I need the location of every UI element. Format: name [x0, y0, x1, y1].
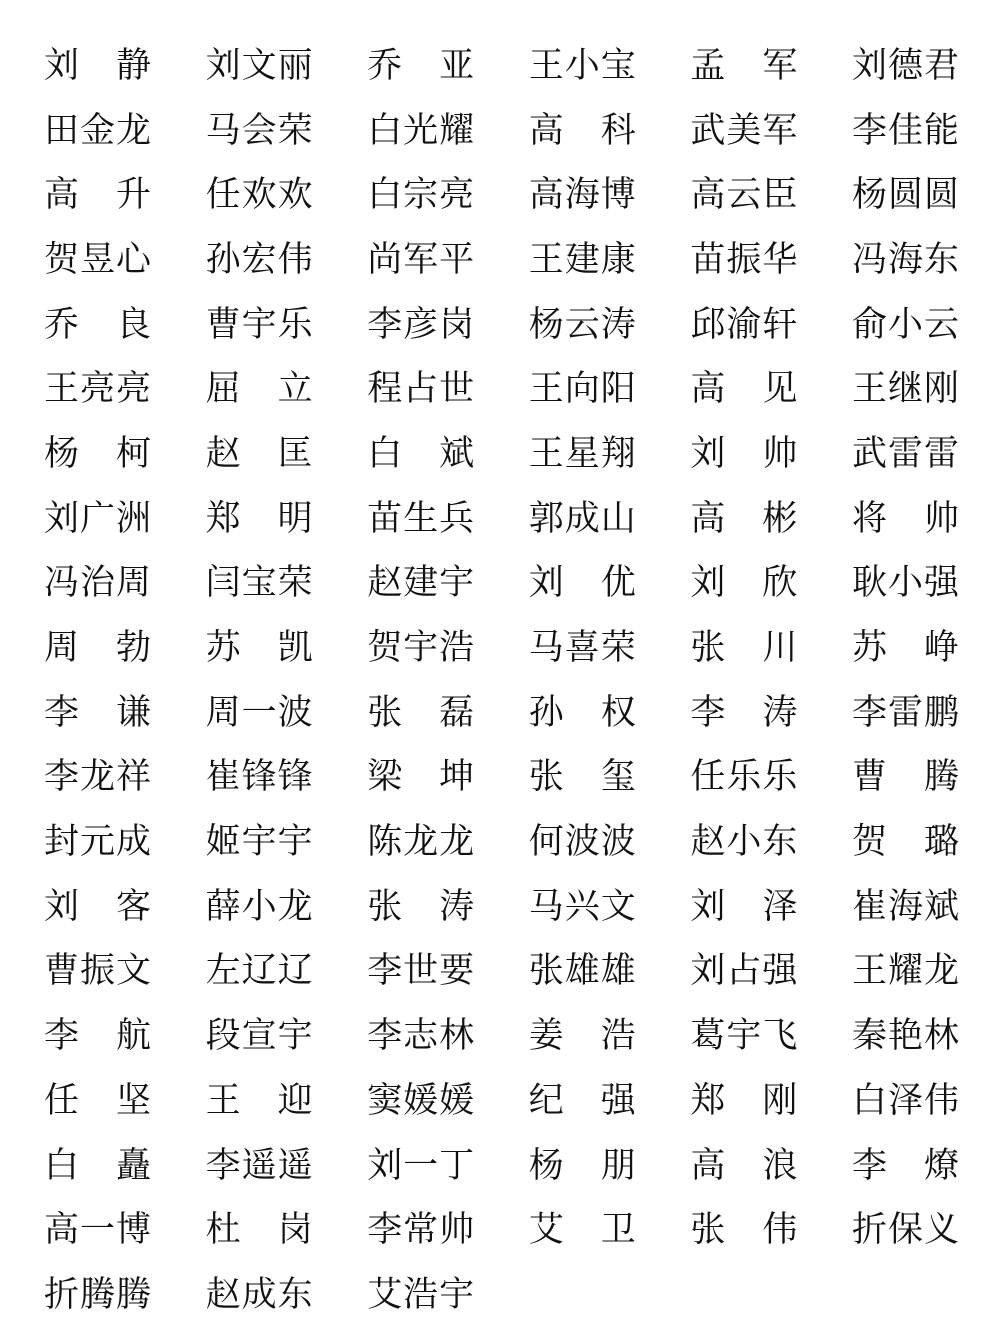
name-cell: [690, 940, 797, 1005]
name-text: 贺 昱 心: [44, 239, 151, 280]
name-text: 李 常 帅: [367, 1210, 475, 1251]
name-text: 刘 泽: [690, 886, 798, 927]
name-text: 赵 建 宇: [367, 563, 475, 604]
name-cell: [690, 99, 797, 164]
name-cell: [44, 163, 151, 228]
name-cell: [367, 487, 474, 552]
name-cell: [44, 422, 151, 487]
name-text: 曹 宇 乐: [205, 304, 313, 345]
name-cell: [206, 552, 313, 617]
name-cell: [529, 1004, 636, 1069]
name-cell: [44, 1069, 151, 1134]
name-text: 张 磊: [367, 692, 475, 733]
name-text: 封 元 成: [44, 822, 151, 863]
name-text: 高 见: [690, 369, 798, 410]
name-text: 李 遥 遥: [205, 1145, 313, 1186]
name-cell: [206, 293, 313, 358]
name-text: 苏 凯: [205, 628, 313, 669]
name-text: 崔 锋 锋: [205, 757, 313, 798]
name-cell: [852, 616, 959, 681]
name-cell: [367, 940, 474, 1005]
name-cell: [529, 34, 636, 99]
name-text: 薛 小 龙: [205, 886, 313, 927]
name-text: 马 喜 荣: [528, 628, 636, 669]
name-text: 刘 静: [44, 45, 151, 86]
name-text: 刘 客: [44, 886, 151, 927]
name-cell: [852, 422, 959, 487]
name-text: 武 雷 雷: [851, 433, 959, 474]
name-text: 耿 小 强: [851, 563, 959, 604]
name-text: 高 彬: [690, 498, 798, 539]
name-cell: [44, 616, 151, 681]
name-text: 王 迎: [205, 1080, 313, 1121]
name-text: 王 建 康: [528, 239, 636, 280]
name-cell: [852, 99, 959, 164]
name-text: 白 矗: [44, 1145, 151, 1186]
name-cell: [367, 228, 474, 293]
name-text: 孙 权: [528, 692, 636, 733]
name-cell: [44, 487, 151, 552]
name-text: 将 帅: [851, 498, 959, 539]
name-text: 贺 宇 浩: [367, 628, 475, 669]
name-cell: [367, 681, 474, 746]
name-cell: [206, 681, 313, 746]
name-text: 程 占 世: [367, 369, 475, 410]
name-cell: [367, 1069, 474, 1134]
name-text: 赵 匡: [205, 433, 313, 474]
name-cell: [852, 681, 959, 746]
name-cell: [44, 746, 151, 811]
name-cell: [690, 1134, 797, 1199]
name-cell: [206, 940, 313, 1005]
name-text: 武 美 军: [690, 110, 798, 151]
name-cell: [852, 875, 959, 940]
name-cell: [44, 1004, 151, 1069]
name-cell: [367, 1263, 474, 1328]
name-cell: [690, 552, 797, 617]
name-text: 李 谦: [44, 692, 151, 733]
name-cell: [529, 1069, 636, 1134]
name-cell: [529, 357, 636, 422]
name-text: 杨 云 涛: [528, 304, 636, 345]
name-text: 张 雄 雄: [528, 951, 636, 992]
name-text: 何 波 波: [528, 822, 636, 863]
name-cell: [690, 810, 797, 875]
name-text: 刘 一 丁: [367, 1145, 475, 1186]
name-text: 苗 生 兵: [367, 498, 475, 539]
name-text: 艾 浩 宇: [367, 1274, 475, 1315]
name-text: 李 佳 能: [851, 110, 959, 151]
name-text: 乔 亚: [367, 45, 475, 86]
name-cell: [206, 875, 313, 940]
name-cell: [367, 552, 474, 617]
name-text: 曹 振 文: [44, 951, 151, 992]
name-text: 段 宣 宇: [205, 1016, 313, 1057]
name-text: 刘 欣: [690, 563, 798, 604]
name-cell: [852, 228, 959, 293]
name-cell: [367, 746, 474, 811]
name-text: 杨 朋: [528, 1145, 636, 1186]
name-cell: [690, 293, 797, 358]
name-text: 王 耀 龙: [851, 951, 959, 992]
name-cell: [529, 1134, 636, 1199]
name-cell: [690, 487, 797, 552]
name-cell: [529, 746, 636, 811]
name-cell: [206, 487, 313, 552]
name-text: 白 宗 亮: [367, 175, 475, 216]
name-text: 葛 宇 飞: [690, 1016, 798, 1057]
name-text: 白 斌: [367, 433, 475, 474]
name-cell: [367, 616, 474, 681]
name-cell: [367, 34, 474, 99]
name-cell: [206, 357, 313, 422]
name-cell: [529, 487, 636, 552]
name-text: 高 升: [44, 175, 151, 216]
name-cell: [529, 422, 636, 487]
name-cell: [690, 1069, 797, 1134]
name-cell: [206, 810, 313, 875]
name-text: 左 辽 辽: [205, 951, 313, 992]
name-text: 周 一 波: [205, 692, 313, 733]
name-text: 苏 峥: [851, 628, 959, 669]
name-text: 艾 卫: [528, 1210, 636, 1251]
name-cell: [44, 357, 151, 422]
name-text: 李 世 要: [367, 951, 475, 992]
name-text: 郑 刚: [690, 1080, 798, 1121]
name-cell: [529, 228, 636, 293]
name-text: 郭 成 山: [528, 498, 636, 539]
name-cell: [44, 940, 151, 1005]
name-cell: [44, 34, 151, 99]
name-cell: [206, 1263, 313, 1328]
name-text: 田 金 龙: [44, 110, 151, 151]
name-text: 孙 宏 伟: [205, 239, 313, 280]
name-text: 王 亮 亮: [44, 369, 151, 410]
name-cell: [367, 99, 474, 164]
name-text: 张 涛: [367, 886, 475, 927]
name-text: 李 航: [44, 1016, 151, 1057]
name-cell: [367, 1004, 474, 1069]
name-text: 王 星 翔: [528, 433, 636, 474]
name-text: 马 会 荣: [205, 110, 313, 151]
name-text: 折 保 义: [851, 1210, 959, 1251]
name-cell: [690, 228, 797, 293]
name-text: 高 浪: [690, 1145, 798, 1186]
name-text: 周 勃: [44, 628, 151, 669]
name-text: 白 光 耀: [367, 110, 475, 151]
name-cell: [690, 616, 797, 681]
name-cell: [852, 810, 959, 875]
name-text: 李 志 林: [367, 1016, 475, 1057]
name-text: 李 龙 祥: [44, 757, 151, 798]
name-text: 任 乐 乐: [690, 757, 798, 798]
name-cell: [206, 34, 313, 99]
name-cell: [206, 1134, 313, 1199]
name-text: 李 涛: [690, 692, 798, 733]
name-cell: [44, 293, 151, 358]
name-text: 崔 海 斌: [851, 886, 959, 927]
name-cell: [44, 681, 151, 746]
name-cell: [529, 163, 636, 228]
name-text: 窦 媛 媛: [367, 1080, 475, 1121]
name-text: 杨 圆 圆: [851, 175, 959, 216]
name-cell: [206, 616, 313, 681]
name-cell: [529, 552, 636, 617]
name-cell: [529, 99, 636, 164]
name-cell: [206, 99, 313, 164]
name-cell: [44, 1263, 151, 1328]
name-text: 张 川: [690, 628, 798, 669]
name-cell: [367, 1198, 474, 1263]
name-text: 王 向 阳: [528, 369, 636, 410]
name-cell: [206, 163, 313, 228]
name-cell: [206, 1069, 313, 1134]
name-text: 刘 占 强: [690, 951, 798, 992]
name-text: 任 欢 欢: [205, 175, 313, 216]
name-cell: [852, 293, 959, 358]
name-text: 白 泽 伟: [851, 1080, 959, 1121]
name-cell: [206, 422, 313, 487]
name-text: 刘 优: [528, 563, 636, 604]
name-text: 杜 岗: [205, 1210, 313, 1251]
name-cell: [690, 422, 797, 487]
name-cell: [690, 1198, 797, 1263]
name-cell: [206, 228, 313, 293]
name-text: 孟 军: [690, 45, 798, 86]
name-cell: [44, 228, 151, 293]
name-text: 李 彦 岗: [367, 304, 475, 345]
name-cell: [852, 1069, 959, 1134]
name-cell: [367, 810, 474, 875]
name-cell: [852, 746, 959, 811]
name-cell: [367, 422, 474, 487]
name-text: 赵 小 东: [690, 822, 798, 863]
name-cell: [529, 810, 636, 875]
name-text: 姜 浩: [528, 1016, 636, 1057]
name-cell: [529, 293, 636, 358]
name-list-grid: [44, 34, 959, 1328]
name-cell: [367, 357, 474, 422]
name-cell: [852, 357, 959, 422]
name-text: 姬 宇 宇: [205, 822, 313, 863]
name-cell: [529, 875, 636, 940]
name-text: 马 兴 文: [528, 886, 636, 927]
name-cell: [44, 99, 151, 164]
name-text: 郑 明: [205, 498, 313, 539]
name-cell: [852, 940, 959, 1005]
name-cell: [690, 357, 797, 422]
name-text: 冯 治 周: [44, 563, 151, 604]
name-text: 刘 文 丽: [205, 45, 313, 86]
name-cell: [852, 552, 959, 617]
name-text: 闫 宝 荣: [205, 563, 313, 604]
name-cell: [690, 746, 797, 811]
name-cell: [852, 1134, 959, 1199]
name-text: 王 小 宝: [528, 45, 636, 86]
name-cell: [44, 552, 151, 617]
name-text: 曹 腾: [851, 757, 959, 798]
name-cell: [44, 1198, 151, 1263]
name-cell: [690, 681, 797, 746]
name-cell: [206, 1198, 313, 1263]
name-cell: [529, 940, 636, 1005]
name-cell: [367, 1134, 474, 1199]
name-text: 张 玺: [528, 757, 636, 798]
name-text: 贺 璐: [851, 822, 959, 863]
name-cell: [529, 681, 636, 746]
name-text: 张 伟: [690, 1210, 798, 1251]
name-text: 俞 小 云: [851, 304, 959, 345]
name-text: 乔 良: [44, 304, 151, 345]
name-text: 高 科: [528, 110, 636, 151]
name-cell: [206, 1004, 313, 1069]
name-cell: [206, 746, 313, 811]
name-text: 冯 海 东: [851, 239, 959, 280]
name-cell: [852, 487, 959, 552]
name-text: 高 云 臣: [690, 175, 798, 216]
name-cell: [367, 293, 474, 358]
name-text: 刘 广 洲: [44, 498, 151, 539]
name-text: 高 一 博: [44, 1210, 151, 1251]
name-cell: [852, 1198, 959, 1263]
name-cell: [367, 163, 474, 228]
name-text: 王 继 刚: [851, 369, 959, 410]
name-cell: [852, 34, 959, 99]
name-cell: [44, 1134, 151, 1199]
name-text: 尚 军 平: [367, 239, 475, 280]
name-text: 李 燎: [851, 1145, 959, 1186]
name-text: 苗 振 华: [690, 239, 798, 280]
name-cell: [852, 1004, 959, 1069]
name-text: 陈 龙 龙: [367, 822, 475, 863]
name-cell: [529, 1198, 636, 1263]
name-text: 杨 柯: [44, 433, 151, 474]
name-cell: [852, 163, 959, 228]
name-text: 李 雷 鹏: [851, 692, 959, 733]
name-text: 屈 立: [205, 369, 313, 410]
name-text: 任 坚: [44, 1080, 151, 1121]
name-text: 梁 坤: [367, 757, 475, 798]
name-text: 刘 德 君: [851, 45, 959, 86]
name-text: 高 海 博: [528, 175, 636, 216]
name-text: 秦 艳 林: [851, 1016, 959, 1057]
name-text: 赵 成 东: [205, 1274, 313, 1315]
name-text: 纪 强: [528, 1080, 636, 1121]
name-cell: [690, 875, 797, 940]
name-cell: [44, 875, 151, 940]
name-cell: [690, 34, 797, 99]
name-cell: [690, 1004, 797, 1069]
name-text: 折 腾 腾: [44, 1274, 151, 1315]
name-cell: [529, 616, 636, 681]
name-text: 邱 渝 轩: [690, 304, 798, 345]
name-cell: [44, 810, 151, 875]
name-cell: [367, 875, 474, 940]
name-cell: [690, 163, 797, 228]
name-text: 刘 帅: [690, 433, 798, 474]
